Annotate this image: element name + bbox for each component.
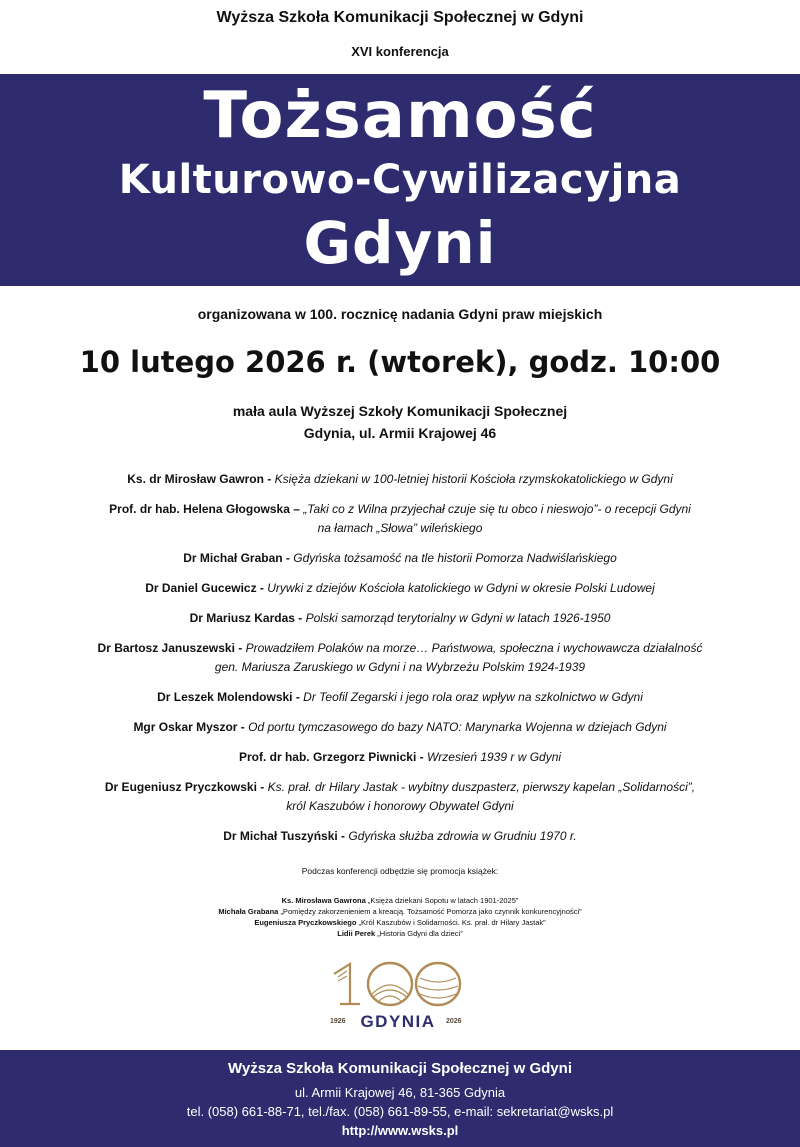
talk-title: Od portu tymczasowego do bazy NATO: Marynarka Wojenna w dziejach Gdyni [248,720,667,734]
event-datetime: 10 lutego 2026 r. (wtorek), godz. 10:00 [79,345,721,379]
talk-title: Dr Teofil Zegarski i jego rola oraz wpływ na szkolnictwo w Gdyni [303,690,643,704]
logo-digit-0-second [416,963,460,1005]
talk-speaker: Mgr Oskar Myszor - [133,720,249,734]
title-banner [0,74,800,286]
book-title: „Król Kaszubów i Solidarności. Ks. prał. dr Hilary Jastak” [358,918,546,927]
logo-word: GDYNIA [360,1012,436,1031]
logo-year-start: 1926 [330,1018,346,1025]
footer-address: ul. Armii Krajowej 46, 81-365 Gdynia [294,1085,506,1100]
talk-speaker: Prof. dr hab. Helena Głogowska – [109,502,304,516]
talk-title: Polski samorząd terytorialny w Gdyni w latach 1926-1950 [305,611,611,625]
talk-speaker: Dr Eugeniusz Pryczkowski - [104,780,268,794]
talk-title-continued: na łamach „Słowa” wileńskiego [317,521,483,535]
talk-title-continued: król Kaszubów i honorowy Obywatel Gdyni [286,799,514,813]
talk-title: Prowadziłem Polaków na morze… Państwowa, społeczna i wychowawcza działalność [245,641,703,655]
talk-speaker: Dr Mariusz Kardas - [189,611,306,625]
talk-speaker: Dr Bartosz Januszewski - [97,641,246,655]
talk-item [0,639,800,677]
talk-title: Księża dziekani w 100-letniej historii Kościoła rzymskokatolickiego w Gdyni [274,472,673,486]
footer [0,1050,800,1147]
talk-item [0,500,800,538]
book-promotion [0,866,800,939]
talk-title: Urywki z dziejów Kościoła katolickiego w Gdyni w okresie Polski Ludowej [267,581,655,595]
book-item [0,928,800,939]
talk-item [0,549,800,568]
logo-100-graphic [328,960,468,1012]
book-title: „Historia Gdyni dla dzieci” [377,929,463,938]
school-name: Wyższa Szkoła Komunikacji Społecznej w Gdyni [216,9,584,26]
footer-contact: tel. (058) 661-88-71, tel./fax. (058) 661-89-55, e-mail: sekretariat@wsks.pl [186,1104,614,1119]
talk-title: Ks. prał. dr Hilary Jastak - wybitny duszpasterz, pierwszy kapelan „Solidarności”, [267,780,696,794]
promotion-intro: Podczas konferencji odbędzie się promocja książek: [301,866,499,876]
talk-speaker: Dr Michał Graban - [183,551,294,565]
book-item [0,906,800,917]
talk-item [0,827,800,846]
talk-title: Wrzesień 1939 r w Gdyni [426,750,562,764]
logo-digit-1 [334,964,360,1004]
logo-year-end: 2026 [446,1018,462,1025]
talk-speaker: Dr Leszek Molendowski - [157,690,304,704]
talk-item [0,609,800,628]
talk-title: „Taki co z Wilna przyjechał czuje się tu obco i nieswojo”- o recepcji Gdyni [303,502,691,516]
logo-digit-0-first [368,963,412,1005]
talk-speaker: Dr Daniel Gucewicz - [145,581,268,595]
talk-list [0,470,800,857]
talk-title: Gdyńska tożsamość na tle historii Pomorza Nadwiślańskiego [293,551,617,565]
book-title: „Pomiędzy zakorzenieniem a kreacją. Tożsamość Pomorza jako czynnik konkurencyjności” [280,907,582,916]
talk-item [0,778,800,816]
talk-speaker: Dr Michał Tuszyński - [223,829,349,843]
talk-item [0,748,800,767]
talk-item [0,688,800,707]
talk-title-continued: gen. Mariusza Zaruskiego w Gdyni i na Wybrzeżu Polskim 1924-1939 [214,660,586,674]
talk-speaker: Prof. dr hab. Grzegorz Piwnicki - [238,750,427,764]
book-author: Ks. Mirosława Gawrona [281,896,368,905]
occasion-text: organizowana w 100. rocznicę nadania Gdyni praw miejskich [197,306,603,322]
title-line-2: Kulturowo-Cywilizacyjna [118,157,682,203]
talk-title: Gdyńska służba zdrowia w Grudniu 1970 r. [348,829,577,843]
talk-item [0,579,800,598]
book-author: Eugeniusza Pryczkowskiego [254,918,359,927]
venue-line-1: mała aula Wyższej Szkoły Komunikacji Społecznej [232,403,568,419]
title-line-3: Gdyni [303,209,497,277]
book-item [0,917,800,928]
talk-item [0,470,800,489]
footer-website-link[interactable]: http://www.wsks.pl [341,1123,459,1138]
title-line-1: Tożsamość [203,79,597,153]
venue-line-2: Gdynia, ul. Armii Krajowej 46 [303,425,497,441]
talk-speaker: Ks. dr Mirosław Gawron - [127,472,275,486]
book-list [0,895,800,939]
book-author: Lidii Perek [337,929,378,938]
footer-school-name: Wyższa Szkoła Komunikacji Społecznej w Gdyni [228,1060,572,1077]
talk-item [0,718,800,737]
conference-number: XVI konferencja [351,44,449,59]
book-author: Michała Grabana [218,907,281,916]
gdynia-100-logo [328,960,468,1034]
book-item [0,895,800,906]
book-title: „Księża dziekani Sopotu w latach 1901-2025” [367,896,519,905]
